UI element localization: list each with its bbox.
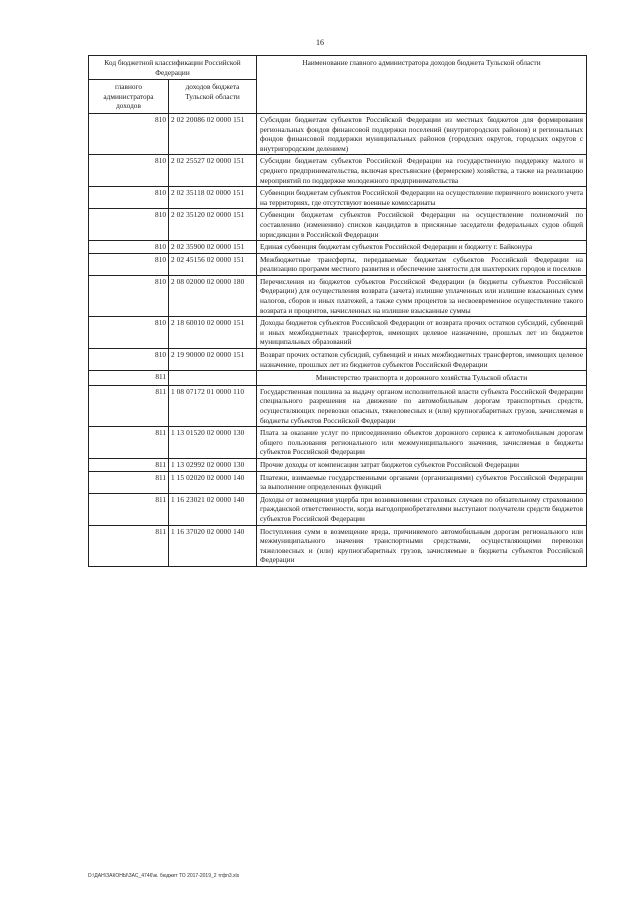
revenue-name-cell: Поступления сумм в возмещение вреда, причиняемого автомобильным дорогам регионального или межмуниципального значения транспортными средствами, осуществляющими перевозки тяжеловесных и (или) крупногабаритных грузов, зачисляемые в бюджеты субъектов Российской Федерации	[257, 525, 587, 566]
admin-code-cell: 810	[89, 187, 169, 209]
table-row	[89, 155, 587, 187]
table-row	[89, 209, 587, 241]
table-row	[89, 493, 587, 525]
revenue-name-cell: Доходы бюджетов субъектов Российской Федерации от возврата прочих остатков субсидий, субвенций и иных межбюджетных трансфертов, имеющих целевое назначение, прошлых лет из бюджетов муниципальных образований	[257, 317, 587, 349]
table-row	[89, 385, 587, 426]
revenue-column-header: доходов бюджета Тульской области	[169, 80, 257, 114]
admin-code-cell: 810	[89, 253, 169, 275]
table-row	[89, 458, 587, 471]
ministry-row	[89, 371, 587, 386]
table-row	[89, 349, 587, 371]
admin-code-cell: 811	[89, 493, 169, 525]
revenue-code-cell	[169, 371, 257, 386]
table-row	[89, 471, 587, 493]
revenue-code-cell: 2 02 20086 02 0000 151	[169, 113, 257, 154]
admin-code-cell: 811	[89, 525, 169, 566]
admin-code-cell: 810	[89, 241, 169, 254]
admin-code-cell: 810	[89, 317, 169, 349]
revenue-name-cell: Субвенции бюджетам субъектов Российской Федерации на осуществление первичного воинского учета на территориях, где отсутствуют военные комиссариаты	[257, 187, 587, 209]
table-row	[89, 275, 587, 316]
admin-code-cell: 810	[89, 209, 169, 241]
revenue-code-cell: 2 02 35118 02 0000 151	[169, 187, 257, 209]
revenue-code-cell: 2 02 35120 02 0000 151	[169, 209, 257, 241]
revenue-name-cell: Перечисления из бюджетов субъектов Российской Федерации (в бюджеты субъектов Российской Федерации) для осуществления возврата (зачета) излишне уплаченных или излишне взысканных сумм налогов, сборов и иных платежей, а также сумм процентов за несвоевременное осуществление такого возврата и процентов, начисленных на излишне взысканные суммы	[257, 275, 587, 316]
revenue-code-cell: 1 16 23021 02 0000 140	[169, 493, 257, 525]
admin-code-cell: 810	[89, 113, 169, 154]
name-column-header: Наименование главного администратора доходов бюджета Тульской области	[257, 56, 587, 114]
table-row	[89, 187, 587, 209]
page-number: 16	[316, 38, 324, 47]
revenue-code-cell: 2 19 90000 02 0000 151	[169, 349, 257, 371]
revenue-code-cell: 2 02 25527 02 0000 151	[169, 155, 257, 187]
table-row	[89, 241, 587, 254]
admin-column-header: главного администратора доходов	[89, 80, 169, 114]
admin-code-cell: 810	[89, 155, 169, 187]
revenue-name-cell: Платежи, взимаемые государственными органами (организациями) субъектов Российской Федерации за выполнение определенных функций	[257, 471, 587, 493]
admin-code-cell: 810	[89, 275, 169, 316]
code-group-header: Код бюджетной классификации Российской Федерации	[89, 56, 257, 80]
revenue-name-cell: Межбюджетные трансферты, передаваемые бюджетам субъектов Российской Федерации на реализацию программ местного развития и обеспечение занятости для шахтерских городов и поселков	[257, 253, 587, 275]
revenue-code-cell: 1 16 37020 02 0000 140	[169, 525, 257, 566]
revenue-code-cell: 1 13 01520 02 0000 130	[169, 427, 257, 459]
ministry-name-cell: Министерство транспорта и дорожного хозяйства Тульской области	[257, 371, 587, 386]
table-row	[89, 113, 587, 154]
table-row	[89, 253, 587, 275]
admin-code-cell: 810	[89, 349, 169, 371]
table-row	[89, 525, 587, 566]
revenue-name-cell: Плата за оказание услуг по присоединению объектов дорожного сервиса к автомобильным дорогам общего пользования регионального или межмуниципального значения, зачисляемая в бюджеты субъектов Российской Федерации	[257, 427, 587, 459]
revenue-code-cell: 1 15 02020 02 0000 140	[169, 471, 257, 493]
revenue-name-cell: Доходы от возмещения ущерба при возникновении страховых случаев по обязательному страхованию гражданской ответственности, когда выгодоприобретателями выступают получатели средств бюджетов субъектов Российской Федерации	[257, 493, 587, 525]
revenue-code-cell: 2 02 45156 02 0000 151	[169, 253, 257, 275]
file-path-footer: D:\ДАН\ЗАКОНЫ\ЗАС_4746\ж. бюджет ТО 2017-2019_2 тгфп3.xls	[88, 873, 240, 879]
admin-code-cell: 811	[89, 458, 169, 471]
revenue-code-cell: 1 08 07172 01 0000 110	[169, 385, 257, 426]
revenue-name-cell: Субсидии бюджетам субъектов Российской Федерации на государственную поддержку малого и среднего предпринимательства, включая крестьянские (фермерские) хозяйства, а также на реализацию мероприятий по поддержке молодежного предпринимательства	[257, 155, 587, 187]
admin-code-cell: 811	[89, 427, 169, 459]
table-row	[89, 427, 587, 459]
revenue-name-cell: Возврат прочих остатков субсидий, субвенций и иных межбюджетных трансфертов, имеющих целевое назначение, прошлых лет из бюджетов субъектов Российской Федерации	[257, 349, 587, 371]
revenue-code-cell: 2 08 02000 02 0000 180	[169, 275, 257, 316]
table-row	[89, 317, 587, 349]
revenue-name-cell: Субсидии бюджетам субъектов Российской Федерации из местных бюджетов для формирования региональных фондов финансовой поддержки поселений (внутригородских районов) и региональных фондов финансовой поддержки муниципальных районов (городских округов, городских округов с внутригородским делением)	[257, 113, 587, 154]
revenue-name-cell: Субвенции бюджетам субъектов Российской Федерации на осуществление полномочий по составлению (изменению) списков кандидатов в присяжные заседатели федеральных судов общей юрисдикции в Российской Федерации	[257, 209, 587, 241]
table-body	[89, 113, 587, 566]
revenue-code-cell: 2 18 60010 02 0000 151	[169, 317, 257, 349]
revenue-code-cell: 1 13 02992 02 0000 130	[169, 458, 257, 471]
revenue-name-cell: Государственная пошлина за выдачу органом исполнительной власти субъекта Российской Федерации специального разрешения на движение по автомобильным дорогам транспортных средств, осуществляющих перевозки опасных, тяжеловесных и (или) крупногабаритных грузов, зачисляемая в бюджеты субъектов Российской Федерации	[257, 385, 587, 426]
revenue-code-cell: 2 02 35900 02 0000 151	[169, 241, 257, 254]
admin-code-cell: 811	[89, 371, 169, 386]
revenue-name-cell: Прочие доходы от компенсации затрат бюджетов субъектов Российской Федерации	[257, 458, 587, 471]
revenue-admin-table	[88, 55, 587, 567]
admin-code-cell: 811	[89, 385, 169, 426]
revenue-name-cell: Единая субвенция бюджетам субъектов Российской Федерации и бюджету г. Байконура	[257, 241, 587, 254]
admin-code-cell: 811	[89, 471, 169, 493]
